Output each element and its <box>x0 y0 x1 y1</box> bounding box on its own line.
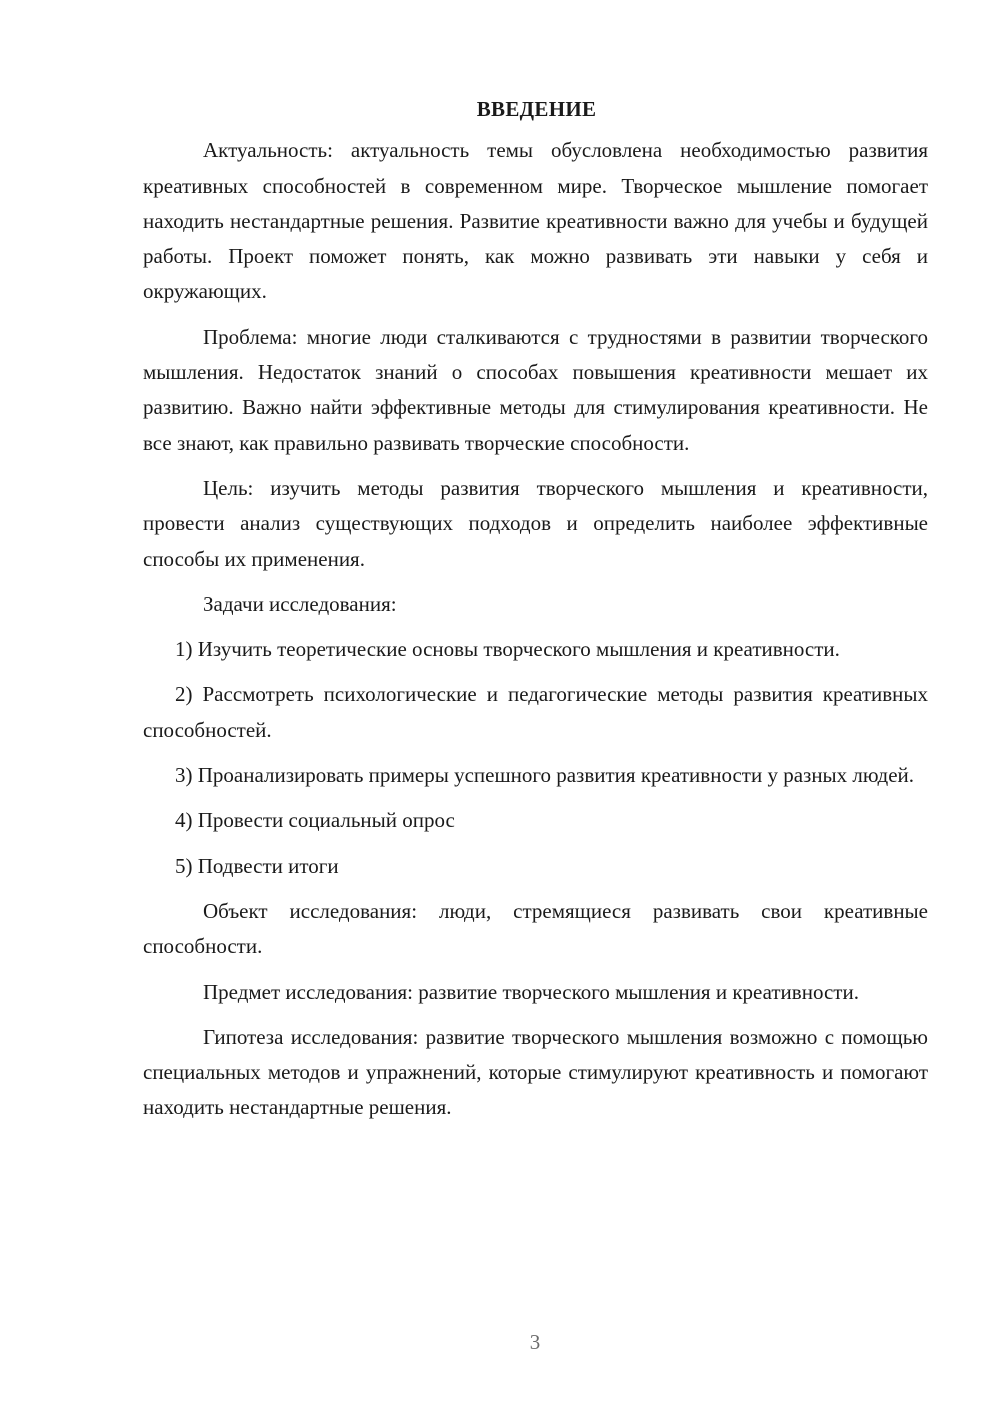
task-item-5: 5) Подвести итоги <box>175 853 339 878</box>
paragraph-relevance: Актуальность: актуальность темы обусловлена необходимостью развития креативных способностей в современном мире. Творческое мышление помогает находить нестандартные решения. Развитие креативности важно для учебы и будущей работы. Проект поможет понять, как можно развивать эти навыки у себя и окружающих. <box>143 138 928 304</box>
task-item-1: 1) Изучить теоретические основы творческого мышления и креативности. <box>175 637 840 662</box>
page-title: ВВЕДЕНИЕ <box>476 97 597 121</box>
page-number: 3 <box>529 1330 541 1354</box>
task-item-4: 4) Провести социальный опрос <box>175 808 455 833</box>
paragraph-subject: Предмет исследования: развитие творческого мышления и креативности. <box>203 979 859 1004</box>
document-page <box>143 92 928 1136</box>
paragraph-object: Объект исследования: люди, стремящиеся развивать свои креативные способности. <box>143 898 928 959</box>
paragraph-problem: Проблема: многие люди сталкиваются с трудностями в развитии творческого мышления. Недостаток знаний о способах повышения креативности мешает их развитию. Важно найти эффективные методы для стимулирования креативности. Не все знают, как правильно развивать творческие способности. <box>143 324 928 455</box>
paragraph-goal: Цель: изучить методы развития творческого мышления и креативности, провести анализ существующих подходов и определить наиболее эффективные способы их применения. <box>143 475 928 571</box>
paragraph-hypothesis: Гипотеза исследования: развитие творческого мышления возможно с помощью специальных методов и упражнений, которые стимулируют креативность и помогают находить нестандартные решения. <box>143 1024 928 1120</box>
task-item-2: 2) Рассмотреть психологические и педагогические методы развития креативных способностей. <box>143 682 928 742</box>
task-item-3: 3) Проанализировать примеры успешного развития креативности у разных людей. <box>175 763 915 788</box>
tasks-heading: Задачи исследования: <box>203 591 397 616</box>
